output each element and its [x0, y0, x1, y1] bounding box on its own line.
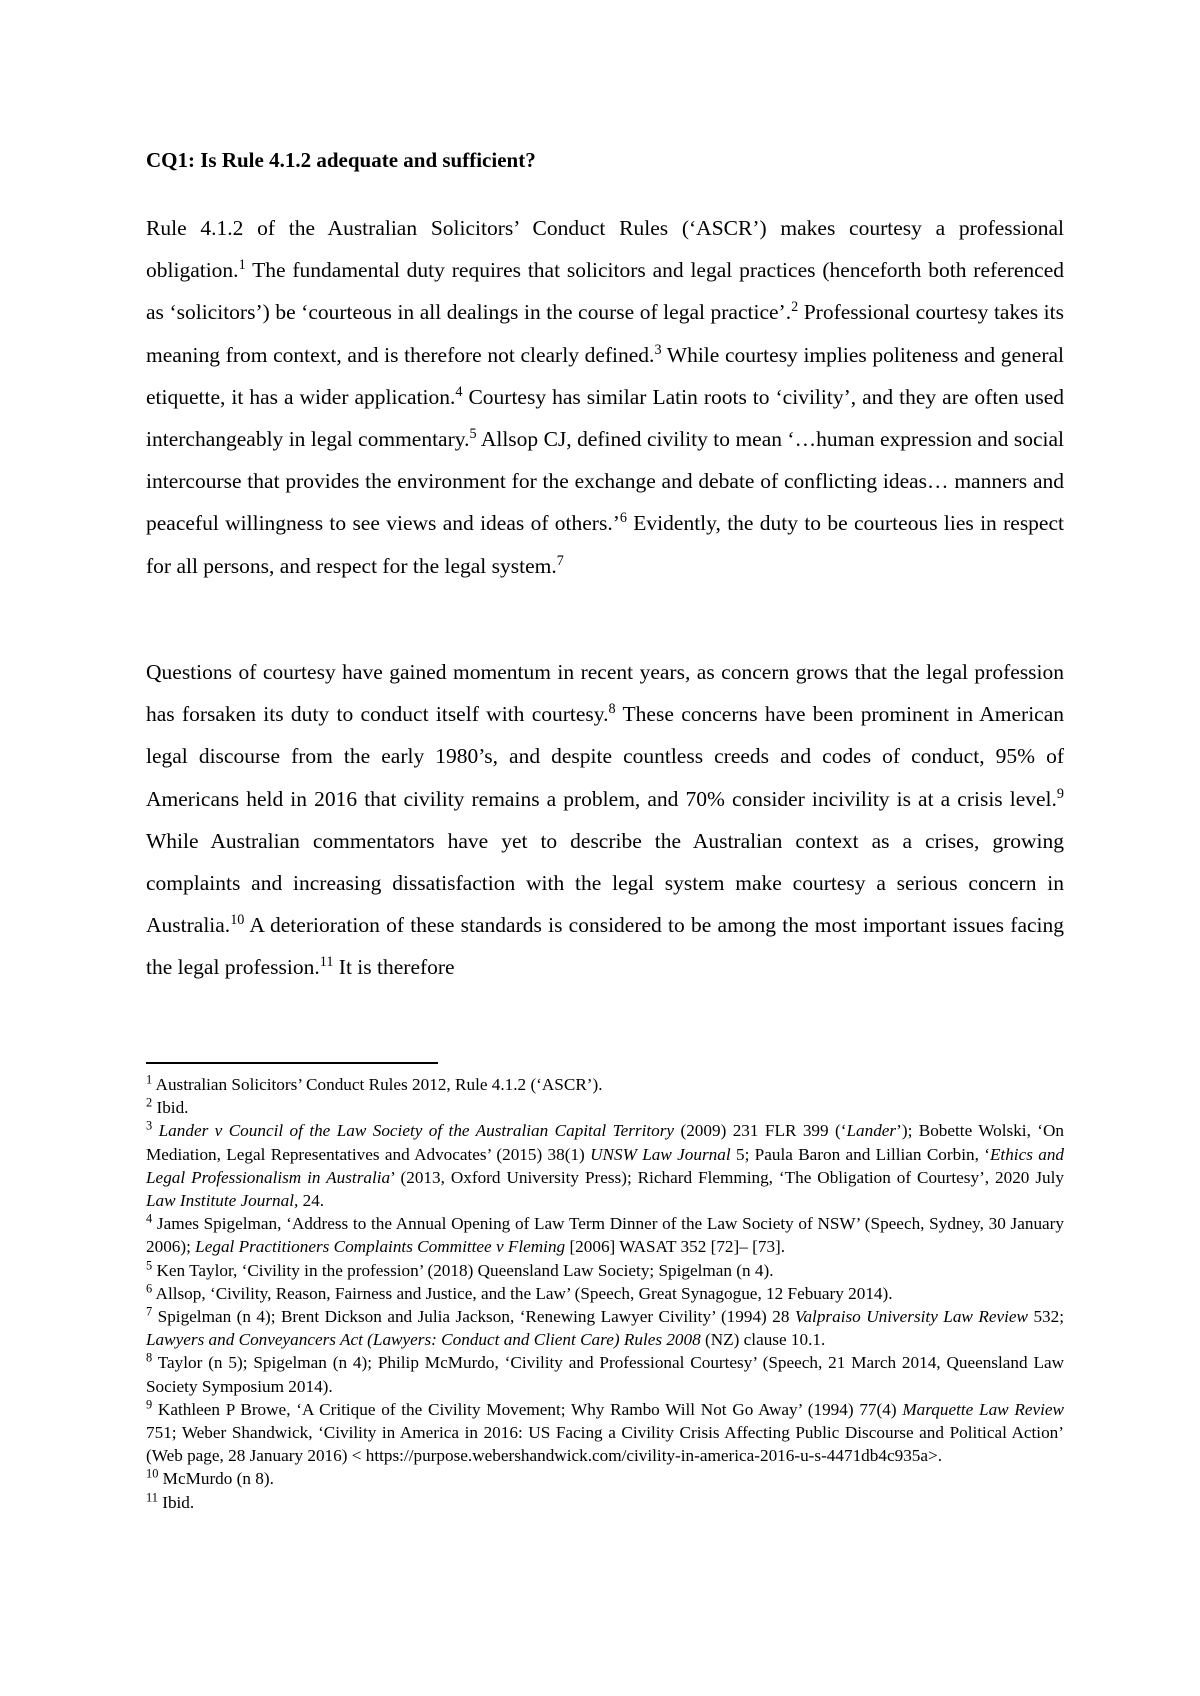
text-run: The fundamental duty requires that solicitors and legal practices (henceforth both referenced as ‘solicitors’) be ‘courteous in all dealings in the course of legal practice’.: [146, 258, 1064, 325]
footnote-number: 7: [146, 1304, 153, 1319]
footnote-6: [146, 1282, 1064, 1305]
case-citation: Legal Practitioners Complaints Committee v Fleming: [195, 1237, 566, 1257]
journal-title: Law Institute Journal,: [146, 1191, 299, 1211]
footnote-number: 9: [146, 1397, 153, 1412]
footnote-number: 6: [146, 1281, 153, 1296]
footnote-text: 532;: [1027, 1307, 1064, 1327]
text-run: Courtesy has similar Latin roots to ‘civility’, and they are often used interchangeably in legal commentary.: [146, 384, 1064, 452]
footnote-text: Australian Solicitors’ Conduct Rules 2012, Rule 4.1.2 (‘ASCR’).: [152, 1075, 603, 1094]
journal-title: Valpraiso University Law Review: [794, 1307, 1028, 1327]
footnote-separator: [146, 1062, 438, 1064]
body-paragraph-2: [146, 651, 1064, 989]
footnote-text: Kathleen P Browe, ‘A Critique of the Civility Movement; Why Rambo Will Not Go Away’ (1994) 77(4): [152, 1399, 903, 1419]
footnote-ref-9[interactable]: 9: [1056, 785, 1064, 802]
body-paragraph-1: [146, 207, 1064, 587]
footnote-number: 3: [146, 1118, 153, 1133]
text-run: A deterioration of these standards is considered to be among the most important issues facing the legal profession.: [146, 913, 1064, 980]
footnote-ref-7[interactable]: 7: [556, 552, 564, 569]
footnotes-section: [146, 1073, 1064, 1514]
footnote-text: Ibid.: [152, 1098, 189, 1118]
footnote-text: Ken Taylor, ‘Civility in the profession’ (2018) Queensland Law Society; Spigelman (n 4).: [152, 1260, 774, 1280]
footnote-number: 10: [146, 1466, 159, 1481]
footnote-number: 1: [146, 1072, 153, 1087]
footnote-4: [146, 1212, 1064, 1258]
text-run: While courtesy implies politeness and general etiquette, it has a wider application.: [146, 342, 1064, 409]
footnote-number: 2: [146, 1095, 153, 1110]
footnote-3: [146, 1119, 1064, 1212]
text-run: While Australian commentators have yet to describe the Australian context as a crises, growing complaints and increasing dissatisfaction with the legal system make courtesy a serious concern in Australia.: [146, 828, 1064, 938]
text-run: It is therefore: [333, 955, 455, 980]
footnote-text: 5; Paula Baron and Lillian Corbin, ‘: [730, 1144, 990, 1164]
footnote-text: [2006] WASAT 352 [72]– [73].: [565, 1237, 786, 1257]
footnote-1: [146, 1073, 1064, 1096]
footnote-number: 8: [146, 1350, 153, 1365]
text-run: Allsop CJ, defined civility to mean ‘…human expression and social intercourse that provides the environment for the exchange and debate of conflicting ideas… manners and peaceful willingness to see views and ideas of others.’: [146, 427, 1064, 536]
footnote-number: 5: [146, 1257, 153, 1272]
footnote-text: Ibid.: [157, 1492, 195, 1512]
text-run: Professional courtesy takes its meaning from context, and is therefore not clearly defined.: [146, 300, 1064, 367]
footnote-ref-5[interactable]: 5: [469, 425, 477, 442]
footnote-ref-1[interactable]: 1: [238, 257, 246, 274]
footnote-ref-3[interactable]: 3: [654, 341, 662, 358]
footnote-text: Allsop, ‘Civility, Reason, Fairness and Justice, and the Law’ (Speech, Great Synagogue, 12 Febuary 2014).: [152, 1283, 893, 1303]
text-run: Evidently, the duty to be courteous lies in respect for all persons, and respect for the legal system.: [146, 511, 1064, 578]
footnote-ref-6[interactable]: 6: [619, 510, 627, 527]
footnote-9: [146, 1398, 1064, 1468]
footnote-ref-4[interactable]: 4: [455, 383, 463, 400]
journal-title: Marquette Law Review: [902, 1399, 1064, 1419]
footnote-text: ’ (2013, Oxford University Press); Richard Flemming, ‘The Obligation of Courtesy’, 2020 July: [390, 1167, 1064, 1187]
footnote-ref-2[interactable]: 2: [791, 299, 799, 316]
footnote-text: (NZ) clause 10.1.: [700, 1330, 826, 1350]
footnote-text: Taylor (n 5); Spigelman (n 4); Philip McMurdo, ‘Civility and Professional Courtesy’ (Speech, 21 March 2014, Queensland Law Society Symposium 2014).: [146, 1353, 1064, 1396]
footnote-2: [146, 1096, 1064, 1119]
footnote-ref-8[interactable]: 8: [608, 701, 616, 718]
journal-title: UNSW Law Journal: [590, 1144, 731, 1164]
footnote-ref-10[interactable]: 10: [230, 912, 245, 929]
text-run: Rule 4.1.2 of the Australian Solicitors’ Conduct Rules (‘ASCR’) makes courtesy a professional obligation.: [146, 216, 1064, 283]
text-run: Questions of courtesy have gained momentum in recent years, as concern grows that the legal profession has forsaken its duty to conduct itself with courtesy.: [146, 660, 1064, 727]
footnote-5: [146, 1259, 1064, 1282]
text-run: These concerns have been prominent in American legal discourse from the early 1980’s, and despite countless creeds and codes of conduct, 95% of Americans held in 2016 that civility remains a problem, and 70% consider incivility is at a crisis level.: [146, 702, 1064, 811]
footnote-text: ’); Bobette Wolski, ‘On Mediation, Legal Representatives and Advocates’ (2015) 38(1): [146, 1121, 1065, 1164]
footnote-10: [146, 1467, 1064, 1490]
footnote-11: [146, 1491, 1064, 1514]
footnote-number: 4: [146, 1211, 153, 1226]
footnote-8: [146, 1351, 1064, 1397]
case-citation: Lander v Council of the Law Society of the Australian Capital Territory: [158, 1121, 675, 1141]
legislation-title: Lawyers and Conveyancers Act (Lawyers: Conduct and Client Care) Rules 2008: [146, 1330, 701, 1350]
footnote-ref-11[interactable]: 11: [319, 954, 334, 971]
footnote-text: McMurdo (n 8).: [158, 1469, 274, 1489]
footnote-number: 11: [146, 1489, 158, 1504]
book-title: Ethics and Legal Professionalism in Australia: [146, 1144, 1065, 1187]
short-title: Lander: [846, 1121, 897, 1141]
section-heading: CQ1: Is Rule 4.1.2 adequate and sufficient?: [146, 148, 536, 172]
footnote-text: (2009) 231 FLR 399 (‘: [674, 1121, 847, 1141]
footnote-text: 751; Weber Shandwick, ‘Civility in America in 2016: US Facing a Civility Crisis Affecting Public Discourse and Political Action’ (Web page, 28 January 2016) < https://purpose.webershandwick.com/civility-in-america-2016-u-s-4471db4c935a>.: [146, 1423, 1064, 1466]
footnote-text: James Spigelman, ‘Address to the Annual Opening of Law Term Dinner of the Law Society of NSW’ (Speech, Sydney, 30 January 2006);: [146, 1214, 1064, 1257]
footnote-7: [146, 1305, 1064, 1351]
footnote-text: 24.: [298, 1191, 325, 1211]
footnote-text: Spigelman (n 4); Brent Dickson and Julia Jackson, ‘Renewing Lawyer Civility’ (1994) 28: [152, 1307, 795, 1327]
